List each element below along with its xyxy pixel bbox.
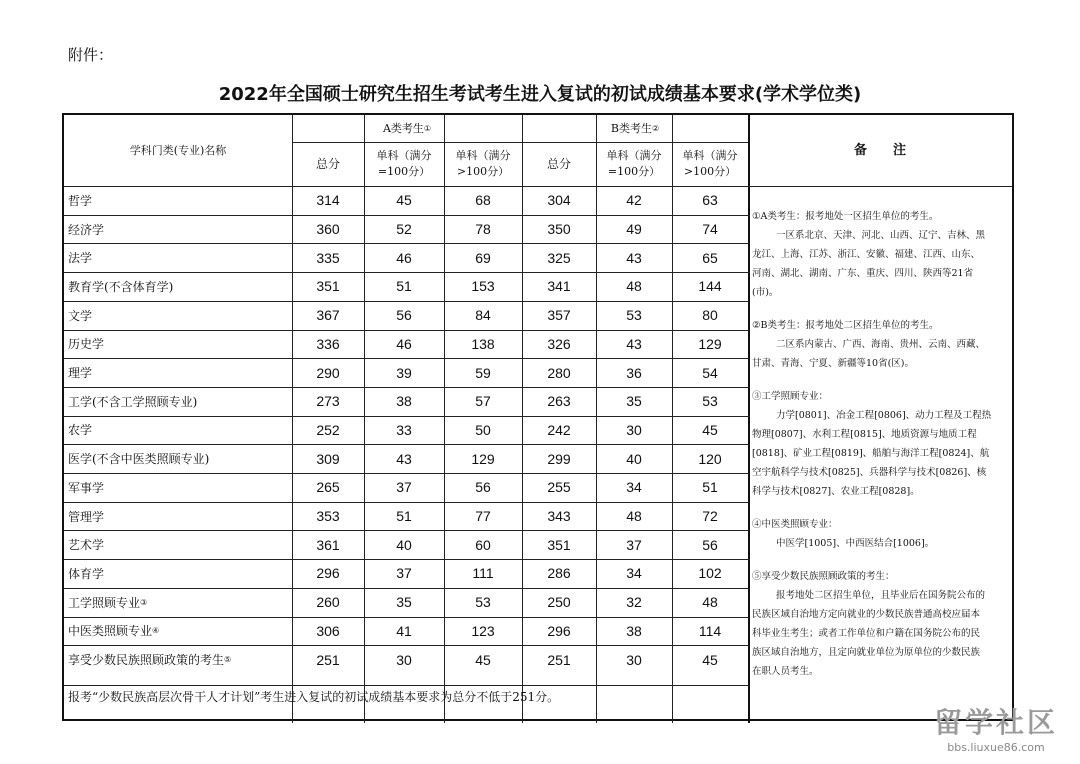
note-line: ⑤享受少数民族照顾政策的考生： [752, 571, 895, 582]
table-row-name: 农学 [68, 423, 93, 438]
score-cell: 30 [396, 651, 412, 668]
score-cell: 350 [547, 221, 571, 238]
score-cell: 49 [626, 221, 642, 238]
table-row-name: 中医类照顾专业 ④ [68, 624, 160, 639]
score-cell: 48 [626, 278, 642, 295]
score-cell: 153 [471, 278, 495, 295]
score-cell: 38 [626, 622, 642, 639]
score-cell: 56 [702, 536, 718, 553]
note-line: ②B类考生：报考地处二区招生单位的考生。 [752, 320, 939, 331]
note-line: (市)。 [752, 287, 779, 298]
note-line: ④中医类照顾专业： [752, 519, 838, 530]
table-row-name: 医学(不含中医类照顾专业) [68, 452, 210, 467]
score-cell: 273 [316, 393, 340, 410]
note-line: 民族区域自治地方定向就业的少数民族普通高校应届本 [752, 609, 981, 620]
table-row-name: 理学 [68, 366, 93, 381]
a-single100-header: 单科（满分 =100分） [376, 149, 432, 178]
score-cell: 80 [702, 307, 718, 324]
notes-panel [752, 207, 1012, 681]
score-cell: 54 [702, 364, 718, 381]
note-line: [0818]、矿业工程[0819]、船舶与海洋工程[0824]、航 [752, 448, 990, 459]
score-cell: 37 [626, 536, 642, 553]
score-cell: 37 [396, 565, 412, 582]
score-cell: 56 [396, 307, 412, 324]
score-cell: 36 [626, 364, 642, 381]
score-cell: 251 [547, 651, 571, 668]
score-cell: 299 [547, 450, 571, 467]
attachment-label: 附件： [68, 46, 114, 64]
score-cell: 72 [702, 508, 718, 525]
score-cell: 335 [316, 249, 340, 266]
score-cell: 43 [396, 450, 412, 467]
score-cell: 37 [396, 479, 412, 496]
score-cell: 296 [316, 565, 340, 582]
score-cell: 40 [396, 536, 412, 553]
score-cell: 30 [626, 421, 642, 438]
table-row-name: 文学 [68, 308, 93, 323]
score-cell: 357 [547, 307, 571, 324]
b-single-gt100-header: 单科（满分 >100分） [682, 149, 738, 178]
score-cell: 296 [547, 622, 571, 639]
score-cell: 129 [698, 335, 722, 352]
score-cell: 286 [547, 565, 571, 582]
score-cell: 309 [316, 450, 340, 467]
note-line: 二区系内蒙古、广西、海南、贵州、云南、西藏、 [776, 339, 986, 350]
score-cell: 252 [316, 421, 340, 438]
score-cell: 53 [702, 393, 718, 410]
table-row-name: 艺术学 [68, 538, 105, 553]
score-cell: 84 [475, 307, 491, 324]
table-row-name: 教育学(不含体育学) [68, 279, 174, 294]
group-b-header: B类考生 ② [610, 121, 660, 135]
score-cell: 45 [396, 192, 412, 209]
table-row-name: 哲学 [68, 193, 93, 208]
score-cell: 280 [547, 364, 571, 381]
score-cell: 120 [698, 450, 722, 467]
score-cell: 45 [702, 421, 718, 438]
score-cell: 63 [702, 192, 718, 209]
score-cell: 34 [626, 479, 642, 496]
table-row-name: 工学照顾专业 ③ [68, 595, 148, 610]
score-cell: 43 [626, 335, 642, 352]
note-line: 一区系北京、天津、河北、山西、辽宁、吉林、黑 [776, 230, 986, 241]
score-cell: 78 [475, 221, 491, 238]
score-cell: 242 [547, 421, 571, 438]
table-row-name: 军事学 [68, 480, 105, 495]
score-cell: 65 [702, 249, 718, 266]
score-cell: 46 [396, 249, 412, 266]
score-cell: 290 [316, 364, 340, 381]
score-cell: 341 [547, 278, 571, 295]
score-cell: 343 [547, 508, 571, 525]
score-cell: 123 [471, 622, 495, 639]
table-row-name: 管理学 [68, 509, 105, 524]
note-line: 力学[0801]、冶金工程[0806]、动力工程及工程热 [776, 410, 992, 421]
score-cell: 46 [396, 335, 412, 352]
score-cell: 57 [475, 393, 491, 410]
score-cell: 40 [626, 450, 642, 467]
score-cell: 361 [316, 536, 340, 553]
group-a-header: A类考生 ① [382, 121, 432, 135]
table-row-name: 工学(不含工学照顾专业) [68, 394, 198, 409]
footer-note: 报考“少数民族高层次骨干人才计划”考生进入复试的初试成绩基本要求为总分不低于251分。 [68, 690, 560, 704]
score-cell: 33 [396, 421, 412, 438]
b-total-header: 总分 [546, 157, 571, 171]
score-cell: 51 [396, 508, 412, 525]
notes-header: 备 注 [853, 142, 906, 158]
score-cell: 30 [626, 651, 642, 668]
note-line: 报考地处二区招生单位，且毕业后在国务院公布的 [776, 590, 986, 601]
score-cell: 129 [471, 450, 495, 467]
note-line: 科毕业生考生；或者工作单位和户籍在国务院公布的民 [752, 628, 981, 639]
score-cell: 325 [547, 249, 571, 266]
score-cell: 45 [475, 651, 491, 668]
note-line: 河南、湖北、湖南、广东、重庆、四川、陕西等21省 [752, 268, 974, 279]
score-cell: 304 [547, 192, 571, 209]
score-cell: 353 [316, 508, 340, 525]
score-cell: 74 [702, 221, 718, 238]
score-cell: 265 [316, 479, 340, 496]
score-cell: 255 [547, 479, 571, 496]
score-cell: 69 [475, 249, 491, 266]
score-cell: 35 [396, 594, 412, 611]
table-row-name: 法学 [68, 251, 93, 266]
score-cell: 314 [316, 192, 340, 209]
score-cell: 48 [702, 594, 718, 611]
note-line: 族区域自治地方，且定向就业单位为原单位的少数民族 [752, 647, 981, 658]
score-cell: 51 [702, 479, 718, 496]
score-cell: 138 [471, 335, 495, 352]
note-line: 龙江、上海、江苏、浙江、安徽、福建、江西、山东、 [752, 249, 981, 260]
score-cell: 250 [547, 594, 571, 611]
note-line: 空宇航科学与技术[0825]、兵器科学与技术[0826]、核 [752, 467, 987, 478]
table-row-name: 历史学 [68, 337, 105, 352]
score-cell: 351 [316, 278, 340, 295]
score-cell: 263 [547, 393, 571, 410]
score-cell: 32 [626, 594, 642, 611]
score-cell: 77 [475, 508, 491, 525]
score-cell: 326 [547, 335, 571, 352]
score-cell: 53 [626, 307, 642, 324]
a-total-header: 总分 [315, 157, 340, 171]
score-cell: 41 [396, 622, 412, 639]
score-cell: 306 [316, 622, 340, 639]
score-cell: 102 [698, 565, 722, 582]
score-cell: 56 [475, 479, 491, 496]
score-cell: 367 [316, 307, 340, 324]
subject-header: 学科门类(专业)名称 [129, 143, 227, 157]
table-row-name: 体育学 [68, 566, 105, 581]
table-row-name: 享受少数民族照顾政策的考生 ⑤ [68, 653, 232, 668]
score-cell: 42 [626, 192, 642, 209]
note-line: 中医学[1005]、中西医结合[1006]。 [776, 538, 935, 549]
note-line: 在职人员考生。 [752, 666, 819, 677]
watermark: 留学社区 bbs.liuxue86.com [933, 706, 1058, 754]
score-table [62, 113, 1014, 721]
page-title: 2022年全国硕士研究生招生考试考生进入复试的初试成绩基本要求(学术学位类) [218, 84, 862, 105]
score-cell: 144 [698, 278, 722, 295]
score-cell: 53 [475, 594, 491, 611]
score-cell: 51 [396, 278, 412, 295]
score-cell: 34 [626, 565, 642, 582]
b-single100-header: 单科（满分 =100分） [606, 149, 662, 178]
score-cell: 50 [475, 421, 491, 438]
score-cell: 351 [547, 536, 571, 553]
score-cell: 45 [702, 651, 718, 668]
note-line: 物理[0807]、水利工程[0815]、地质资源与地质工程 [752, 429, 977, 440]
a-single-gt100-header: 单科（满分 >100分） [455, 149, 511, 178]
score-cell: 251 [316, 651, 340, 668]
score-cell: 114 [698, 622, 722, 639]
score-cell: 59 [475, 364, 491, 381]
note-line: ③工学照顾专业： [752, 391, 829, 402]
score-cell: 52 [396, 221, 412, 238]
score-cell: 260 [316, 594, 340, 611]
score-cell: 35 [626, 393, 642, 410]
note-line: ①A类考生：报考地处一区招生单位的考生。 [752, 211, 939, 222]
score-cell: 111 [472, 565, 494, 582]
score-cell: 60 [475, 536, 491, 553]
score-cell: 39 [396, 364, 412, 381]
score-cell: 336 [316, 335, 340, 352]
score-cell: 48 [626, 508, 642, 525]
note-line: 甘肃、青海、宁夏、新疆等10省(区)。 [752, 358, 915, 369]
table-row-name: 经济学 [68, 222, 105, 237]
score-cell: 38 [396, 393, 412, 410]
note-line: 科学与技术[0827]、农业工程[0828]。 [752, 486, 920, 497]
score-cell: 43 [626, 249, 642, 266]
score-cell: 68 [475, 192, 491, 209]
score-cell: 360 [316, 221, 340, 238]
